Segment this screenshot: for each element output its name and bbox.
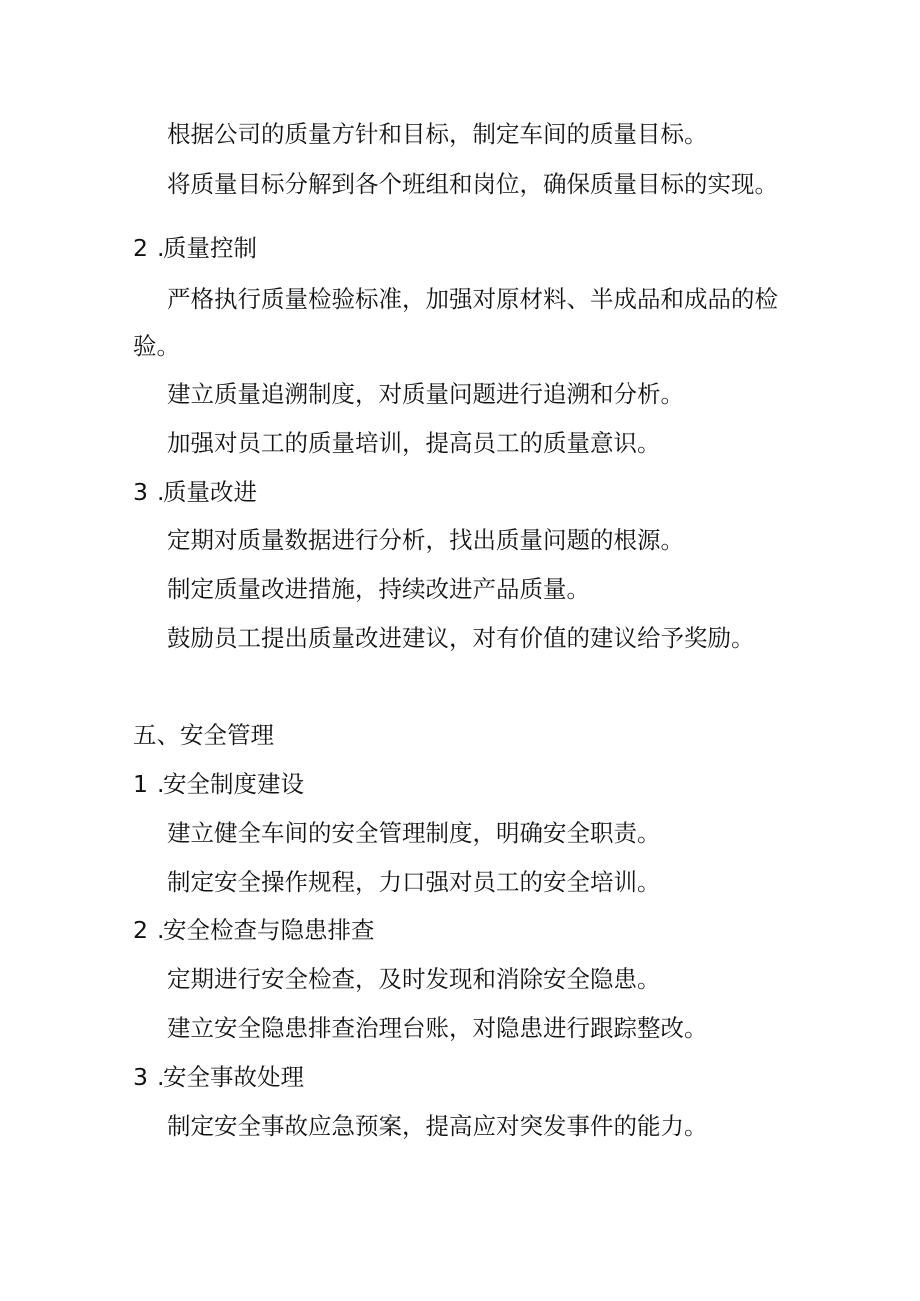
paragraph: 制定安全操作规程，力口强对员工的安全培训。 bbox=[167, 868, 661, 896]
section-heading-safety-management: 五、安全管理 bbox=[133, 721, 274, 749]
paragraph: 定期进行安全检查，及时发现和消除安全隐患。 bbox=[167, 965, 661, 993]
paragraph: 鼓励员工提出质量改进建议，对有价值的建议给予奖励。 bbox=[167, 624, 755, 652]
heading-dot: . bbox=[157, 234, 165, 262]
paragraph: 根据公司的质量方针和目标，制定车间的质量目标。 bbox=[167, 120, 708, 148]
paragraph: 建立质量追溯制度，对质量问题进行追溯和分析。 bbox=[167, 380, 684, 408]
subheading-quality-improvement bbox=[133, 476, 257, 508]
subheading-safety-system bbox=[133, 768, 304, 800]
paragraph: 将质量目标分解到各个班组和岗位，确保质量目标的实现。 bbox=[167, 170, 778, 198]
paragraph: 制定质量改进措施，持续改进产品质量。 bbox=[167, 575, 590, 603]
heading-number: 2 bbox=[133, 234, 148, 262]
paragraph: 严格执行质量检验标准，加强对原材料、半成品和成品的检 bbox=[167, 285, 778, 313]
heading-text: 安全事故处理 bbox=[163, 1063, 304, 1091]
heading-dot: . bbox=[157, 1063, 165, 1091]
heading-number: 3 bbox=[133, 478, 148, 506]
paragraph: 建立健全车间的安全管理制度，明确安全职责。 bbox=[167, 819, 661, 847]
heading-number: 3 bbox=[133, 1063, 148, 1091]
paragraph: 制定安全事故应急预案，提高应对突发事件的能力。 bbox=[167, 1112, 708, 1140]
heading-dot: . bbox=[157, 478, 165, 506]
paragraph: 建立安全隐患排查治理台账，对隐患进行跟踪整改。 bbox=[167, 1014, 708, 1042]
heading-text: 质量控制 bbox=[163, 234, 257, 262]
heading-number: 1 bbox=[133, 770, 148, 798]
heading-text: 质量改进 bbox=[163, 478, 257, 506]
subheading-safety-inspection bbox=[133, 914, 375, 946]
paragraph: 定期对质量数据进行分析，找出质量问题的根源。 bbox=[167, 526, 684, 554]
paragraph-continuation: 验。 bbox=[133, 332, 180, 360]
heading-number: 2 bbox=[133, 916, 148, 944]
heading-text: 安全制度建设 bbox=[163, 770, 304, 798]
subheading-quality-control bbox=[133, 232, 257, 264]
heading-text: 安全检查与隐患排查 bbox=[163, 916, 375, 944]
heading-dot: . bbox=[157, 916, 165, 944]
heading-dot: . bbox=[157, 770, 165, 798]
paragraph: 加强对员工的质量培训，提高员工的质量意识。 bbox=[167, 429, 661, 457]
subheading-safety-incident bbox=[133, 1061, 304, 1093]
